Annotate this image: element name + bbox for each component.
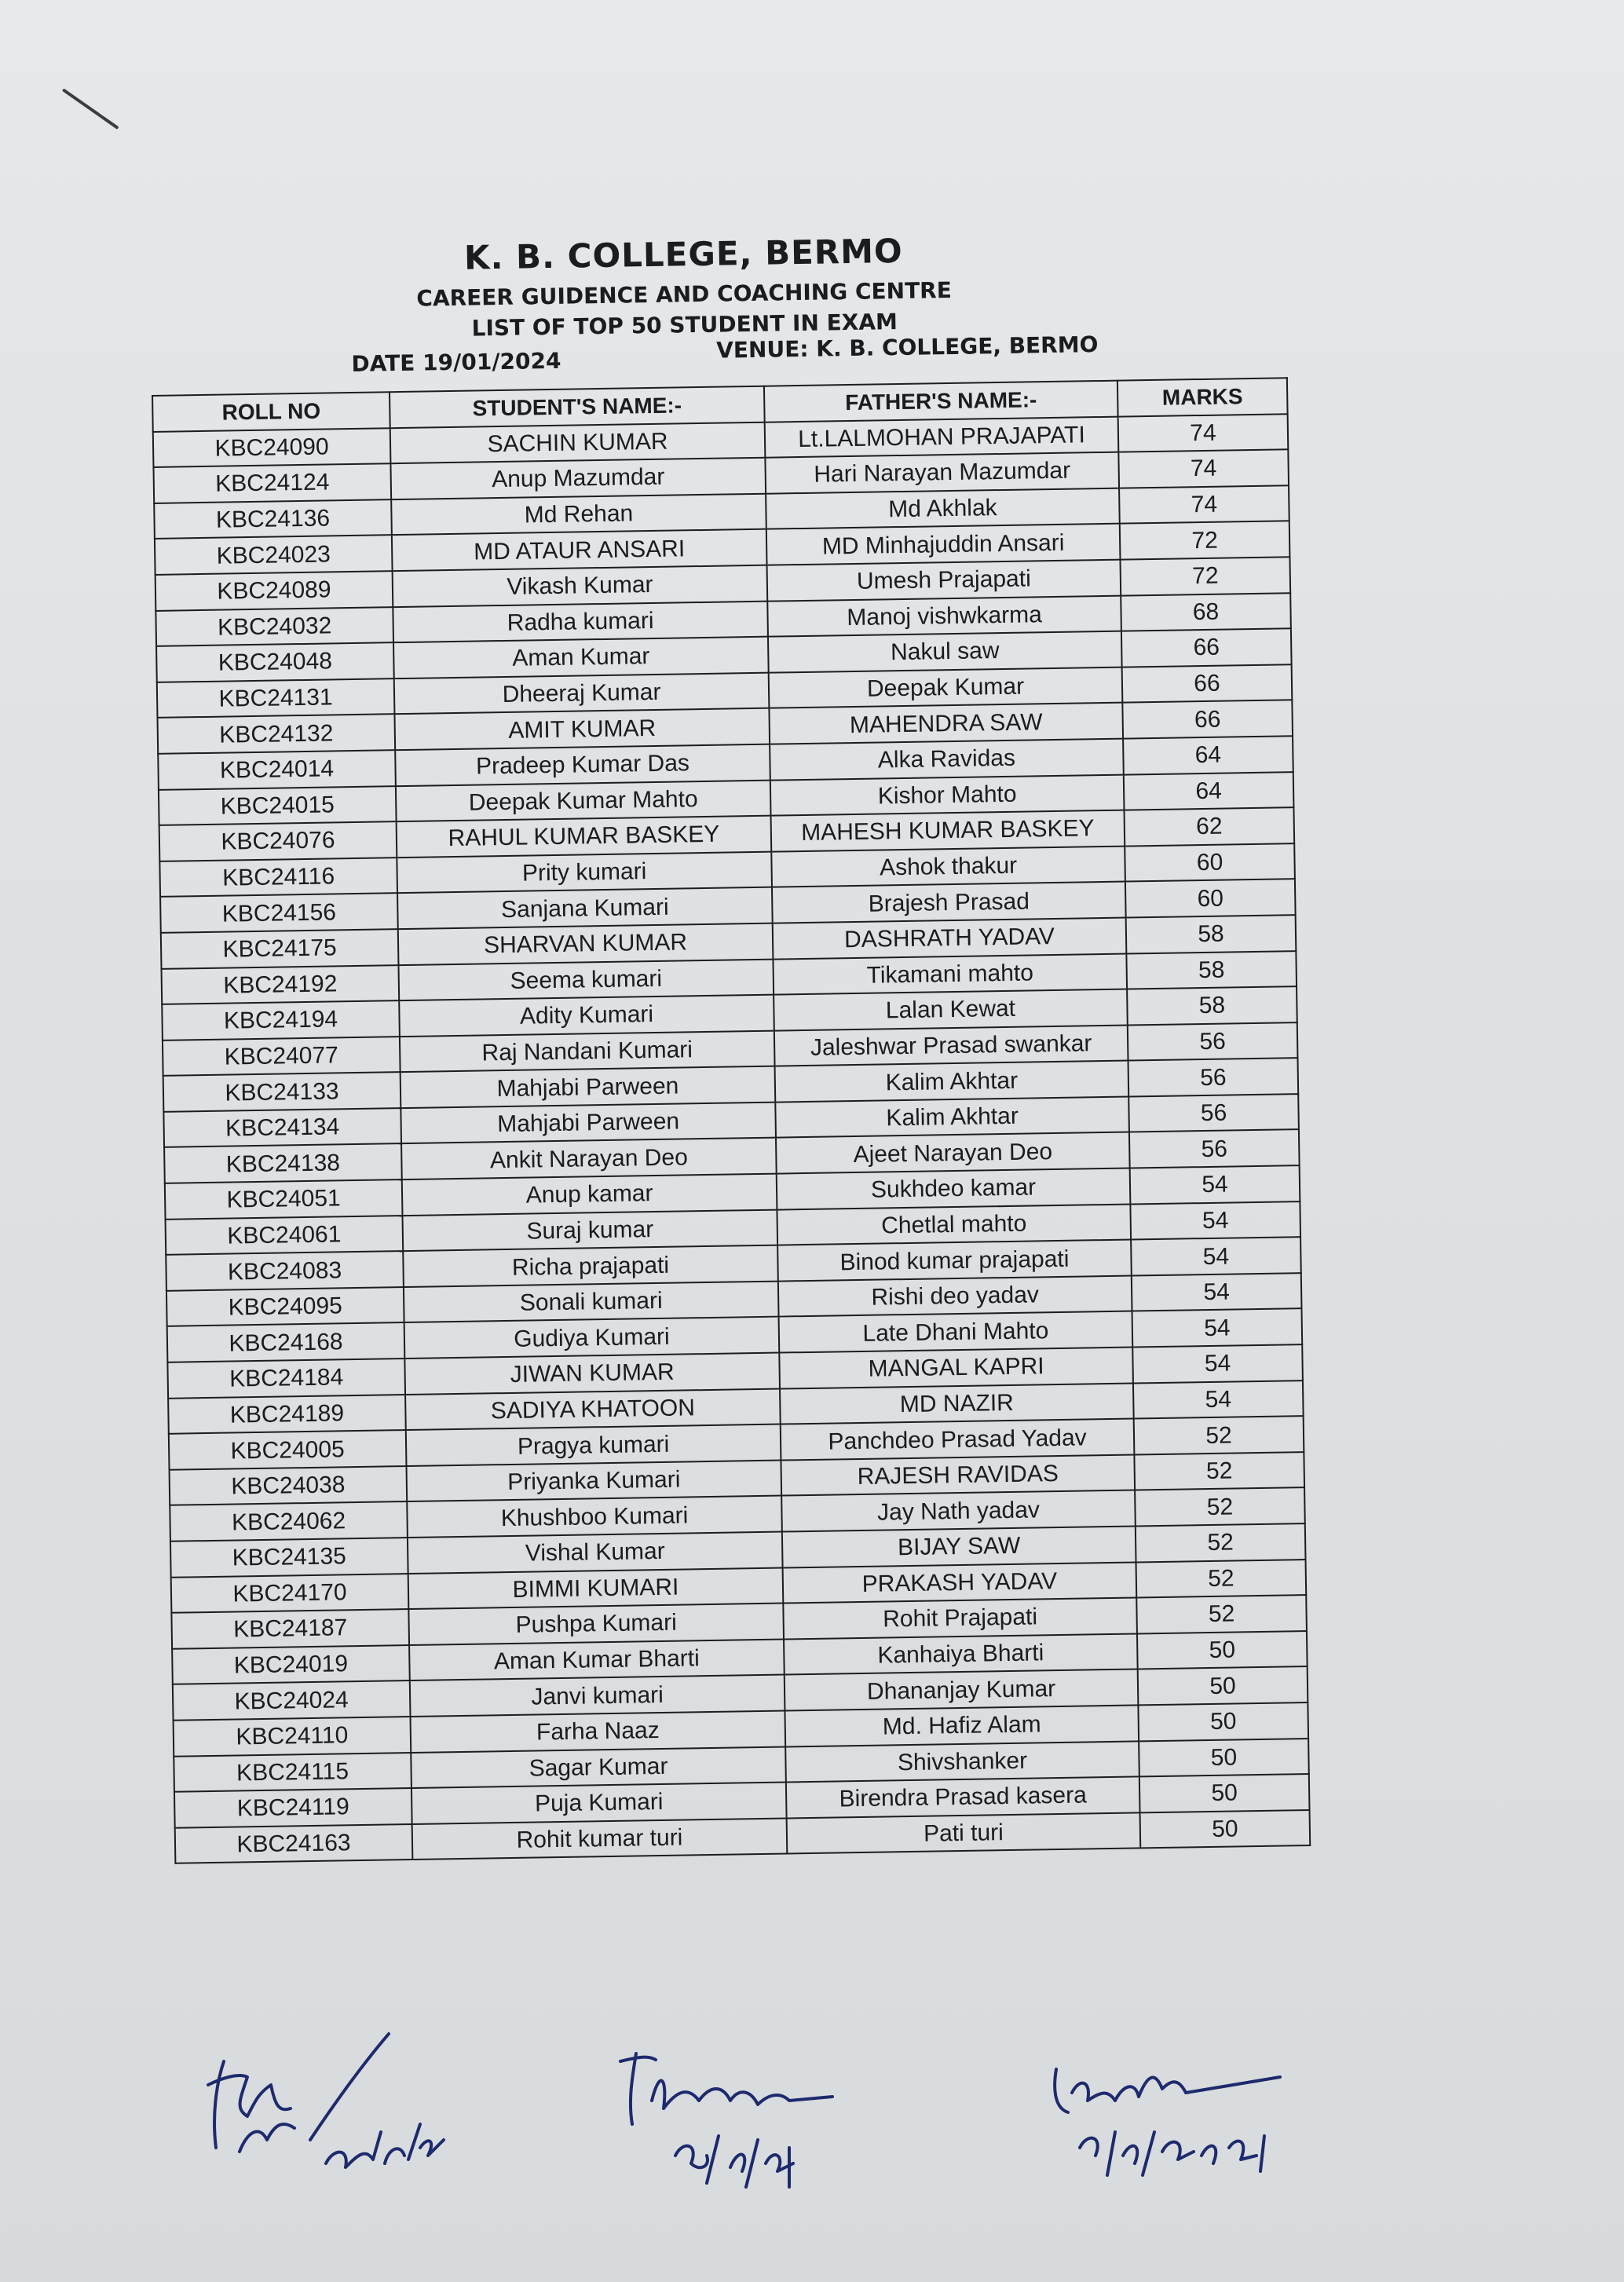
marks-cell: 52	[1136, 1560, 1307, 1598]
student-name-cell: Khushboo Kumari	[407, 1496, 782, 1538]
student-name-cell: Janvi kumari	[410, 1675, 785, 1717]
roll-no-cell: KBC24136	[154, 499, 392, 539]
marks-cell: 66	[1121, 628, 1292, 667]
marks-cell: 54	[1132, 1273, 1302, 1311]
father-name-cell: Jay Nath yadav	[781, 1490, 1136, 1532]
marks-cell: 60	[1125, 843, 1295, 882]
roll-no-cell: KBC24023	[155, 536, 393, 575]
student-name-cell: Adity Kumari	[399, 995, 774, 1037]
father-name-cell: BIJAY SAW	[782, 1526, 1136, 1567]
roll-no-cell: KBC24189	[168, 1395, 406, 1434]
marks-cell: 54	[1130, 1201, 1300, 1240]
student-name-cell: Seema kumari	[398, 959, 774, 1000]
marks-cell: 60	[1125, 879, 1296, 917]
marks-cell: 52	[1136, 1595, 1307, 1633]
father-name-cell: PRAKASH YADAV	[783, 1562, 1137, 1604]
father-name-cell: Umesh Prajapati	[767, 560, 1121, 602]
header-father-name: FATHER'S NAME:-	[764, 381, 1118, 422]
student-name-cell: SACHIN KUMAR	[390, 422, 766, 463]
roll-no-cell: KBC24138	[164, 1144, 402, 1183]
marks-cell: 56	[1128, 1094, 1299, 1132]
marks-cell: 52	[1136, 1523, 1306, 1562]
roll-no-cell: KBC24115	[174, 1753, 411, 1792]
father-name-cell: Kishor Mahto	[770, 774, 1125, 816]
exam-venue: VENUE: K. B. COLLEGE, BERMO	[715, 331, 1099, 364]
marks-cell: 66	[1122, 700, 1293, 739]
student-name-cell: Puja Kumari	[411, 1783, 787, 1824]
marks-cell: 50	[1138, 1702, 1308, 1741]
father-name-cell: Shivshanker	[785, 1741, 1139, 1783]
father-name-cell: Md Akhlak	[766, 488, 1120, 529]
marks-cell: 74	[1118, 449, 1289, 488]
father-name-cell: Dhananjay Kumar	[785, 1669, 1139, 1711]
roll-no-cell: KBC24184	[167, 1359, 405, 1398]
student-name-cell: Vikash Kumar	[393, 565, 768, 607]
roll-no-cell: KBC24061	[166, 1216, 404, 1255]
student-name-cell: Suraj kumar	[402, 1209, 777, 1251]
marks-cell: 50	[1137, 1631, 1308, 1669]
father-name-cell: MD Minhajuddin Ansari	[766, 524, 1121, 565]
marks-cell: 72	[1120, 557, 1290, 595]
marks-cell: 50	[1138, 1666, 1308, 1705]
roll-no-cell: KBC24089	[155, 571, 393, 610]
marks-cell: 54	[1130, 1165, 1300, 1204]
father-name-cell: Ajeet Narayan Deo	[776, 1132, 1130, 1174]
marks-cell: 68	[1121, 593, 1291, 631]
roll-no-cell: KBC24005	[169, 1430, 407, 1469]
student-name-cell: Mahjabi Parween	[401, 1102, 776, 1143]
student-name-cell: Vishal Kumar	[408, 1532, 783, 1574]
header-student-name: STUDENT'S NAME:-	[390, 386, 765, 428]
father-name-cell: Jaleshwar Prasad swankar	[774, 1025, 1128, 1066]
father-name-cell: Rohit Prajapati	[783, 1598, 1137, 1640]
father-name-cell: Lt.LALMOHAN PRAJAPATI	[765, 416, 1119, 458]
father-name-cell: Manoj vishwkarma	[767, 595, 1121, 637]
roll-no-cell: KBC24090	[153, 428, 391, 467]
marks-cell: 58	[1127, 986, 1297, 1025]
student-name-cell: Gudiya Kumari	[404, 1317, 780, 1359]
student-name-cell: Pradeep Kumar Das	[395, 744, 770, 786]
roll-no-cell: KBC24170	[171, 1574, 409, 1613]
student-name-cell: Sagar Kumar	[411, 1746, 786, 1788]
father-name-cell: MAHENDRA SAW	[769, 703, 1123, 744]
father-name-cell: Brajesh Prasad	[772, 882, 1126, 923]
marks-cell: 62	[1124, 807, 1294, 846]
father-name-cell: Kanhaiya Bharti	[784, 1633, 1138, 1675]
marks-cell: 50	[1140, 1810, 1311, 1849]
roll-no-cell: KBC24083	[166, 1251, 404, 1290]
roll-no-cell: KBC24194	[162, 1000, 400, 1040]
marks-cell: 64	[1123, 736, 1293, 774]
roll-no-cell: KBC24024	[173, 1680, 411, 1720]
roll-no-cell: KBC24187	[171, 1609, 409, 1648]
marks-cell: 54	[1133, 1381, 1304, 1419]
father-name-cell: Nakul saw	[768, 631, 1122, 673]
father-name-cell: Binod kumar prajapati	[777, 1240, 1132, 1282]
results-table	[152, 377, 1311, 1864]
roll-no-cell: KBC24134	[163, 1108, 401, 1147]
roll-no-cell: KBC24032	[155, 607, 393, 646]
marks-cell: 52	[1134, 1452, 1304, 1490]
student-name-cell: Farha Naaz	[411, 1710, 786, 1752]
father-name-cell: Rishi deo yadav	[778, 1275, 1132, 1317]
student-name-cell: SHARVAN KUMAR	[398, 923, 774, 965]
father-name-cell: MD NAZIR	[780, 1383, 1134, 1424]
student-name-cell: Anup Mazumdar	[390, 458, 766, 499]
roll-no-cell: KBC24015	[159, 786, 397, 825]
father-name-cell: Alka Ravidas	[770, 739, 1124, 781]
signature-right	[1044, 2046, 1311, 2190]
pen-mark	[62, 88, 119, 130]
roll-no-cell: KBC24076	[159, 821, 397, 861]
student-name-cell: Anup kamar	[402, 1174, 777, 1216]
roll-no-cell: KBC24110	[174, 1717, 411, 1756]
roll-no-cell: KBC24077	[163, 1037, 401, 1076]
roll-no-cell: KBC24175	[161, 929, 399, 968]
roll-no-cell: KBC24163	[175, 1824, 413, 1863]
roll-no-cell: KBC24156	[160, 893, 398, 932]
father-name-cell: RAJESH RAVIDAS	[781, 1454, 1135, 1496]
student-name-cell: Aman Kumar	[393, 637, 769, 678]
father-name-cell: Lalan Kewat	[774, 989, 1128, 1031]
marks-cell: 74	[1119, 485, 1289, 524]
marks-cell: 54	[1131, 1237, 1301, 1275]
roll-no-cell: KBC24131	[157, 678, 395, 718]
student-name-cell: Ankit Narayan Deo	[401, 1138, 777, 1179]
roll-no-cell: KBC24116	[159, 858, 397, 897]
father-name-cell: MANGAL KAPRI	[779, 1348, 1133, 1389]
marks-cell: 56	[1128, 1022, 1298, 1061]
marks-cell: 52	[1135, 1487, 1305, 1526]
student-name-cell: AMIT KUMAR	[394, 708, 770, 750]
student-name-cell: Raj Nandani Kumari	[400, 1030, 775, 1072]
header-marks: MARKS	[1117, 378, 1288, 416]
student-name-cell: MD ATAUR ANSARI	[392, 529, 767, 571]
list-title: LIST OF TOP 50 STUDENT IN EXAM	[471, 309, 898, 342]
student-name-cell: Richa prajapati	[403, 1245, 778, 1287]
roll-no-cell: KBC24062	[170, 1501, 408, 1541]
marks-cell: 74	[1118, 414, 1289, 452]
header-roll-no: ROLL NO	[152, 392, 390, 431]
father-name-cell: Panchdeo Prasad Yadav	[781, 1419, 1135, 1461]
signature-middle	[613, 2038, 848, 2198]
student-name-cell: Priyanka Kumari	[406, 1460, 781, 1501]
student-name-cell: Pushpa Kumari	[408, 1604, 784, 1645]
marks-cell: 58	[1126, 915, 1297, 953]
student-name-cell: Rohit kumar turi	[412, 1818, 788, 1860]
roll-no-cell: KBC24038	[170, 1466, 408, 1505]
marks-cell: 54	[1132, 1309, 1303, 1348]
student-name-cell: Mahjabi Parween	[401, 1066, 776, 1108]
marks-cell: 52	[1134, 1416, 1304, 1454]
father-name-cell: Hari Narayan Mazumdar	[765, 452, 1119, 494]
student-name-cell: Aman Kumar Bharti	[409, 1639, 785, 1680]
student-name-cell: Deepak Kumar Mahto	[396, 780, 771, 821]
student-name-cell: Dheeraj Kumar	[394, 672, 770, 714]
marks-cell: 56	[1129, 1130, 1300, 1168]
student-name-cell: Pragya kumari	[406, 1424, 781, 1466]
student-name-cell: RAHUL KUMAR BASKEY	[397, 816, 772, 858]
father-name-cell: Kalim Akhtar	[775, 1096, 1129, 1138]
marks-cell: 54	[1132, 1344, 1303, 1383]
roll-no-cell: KBC24124	[153, 463, 391, 503]
marks-cell: 50	[1139, 1739, 1309, 1777]
exam-date: DATE 19/01/2024	[351, 347, 561, 377]
father-name-cell: Chetlal mahto	[777, 1204, 1131, 1245]
father-name-cell: MAHESH KUMAR BASKEY	[771, 810, 1125, 852]
student-name-cell: Radha kumari	[393, 601, 768, 642]
marks-cell: 64	[1124, 772, 1294, 810]
father-name-cell: Tikamani mahto	[773, 953, 1127, 995]
roll-no-cell: KBC24019	[172, 1645, 410, 1684]
roll-no-cell: KBC24133	[163, 1072, 401, 1111]
student-name-cell: JIWAN KUMAR	[404, 1353, 780, 1395]
father-name-cell: Kalim Akhtar	[775, 1061, 1129, 1103]
father-name-cell: Pati turi	[787, 1812, 1141, 1854]
father-name-cell: Sukhdeo kamar	[777, 1168, 1131, 1210]
student-name-cell: Md Rehan	[391, 493, 766, 535]
student-name-cell: Sonali kumari	[404, 1281, 779, 1322]
student-name-cell: SADIYA KHATOON	[405, 1388, 781, 1430]
roll-no-cell: KBC24135	[170, 1538, 408, 1577]
father-name-cell: Ashok thakur	[771, 846, 1125, 887]
roll-no-cell: KBC24132	[157, 715, 395, 754]
roll-no-cell: KBC24192	[162, 965, 400, 1004]
centre-subtitle: CAREER GUIDENCE AND COACHING CENTRE	[416, 276, 953, 312]
father-name-cell: Deepak Kumar	[769, 667, 1123, 708]
marks-cell: 58	[1126, 951, 1297, 989]
document-content	[149, 225, 1344, 1864]
father-name-cell: Md. Hafiz Alam	[785, 1705, 1139, 1746]
college-title: K. B. COLLEGE, BERMO	[463, 231, 904, 277]
marks-cell: 66	[1122, 664, 1293, 703]
roll-no-cell: KBC24014	[158, 750, 396, 789]
marks-cell: 72	[1120, 521, 1290, 560]
signature-left	[192, 2030, 452, 2190]
father-name-cell: Late Dhani Mahto	[779, 1311, 1133, 1353]
roll-no-cell: KBC24051	[165, 1179, 403, 1219]
roll-no-cell: KBC24048	[156, 642, 394, 682]
student-name-cell: Prity kumari	[397, 851, 772, 893]
roll-no-cell: KBC24119	[174, 1788, 412, 1827]
father-name-cell: DASHRATH YADAV	[773, 917, 1127, 959]
student-name-cell: BIMMI KUMARI	[408, 1567, 784, 1609]
father-name-cell: Birendra Prasad kasera	[786, 1777, 1140, 1819]
marks-cell: 56	[1128, 1058, 1299, 1096]
roll-no-cell: KBC24095	[166, 1287, 404, 1326]
roll-no-cell: KBC24168	[167, 1323, 405, 1362]
marks-cell: 50	[1139, 1774, 1310, 1812]
table-body	[153, 414, 1310, 1863]
student-name-cell: Sanjana Kumari	[397, 887, 773, 929]
